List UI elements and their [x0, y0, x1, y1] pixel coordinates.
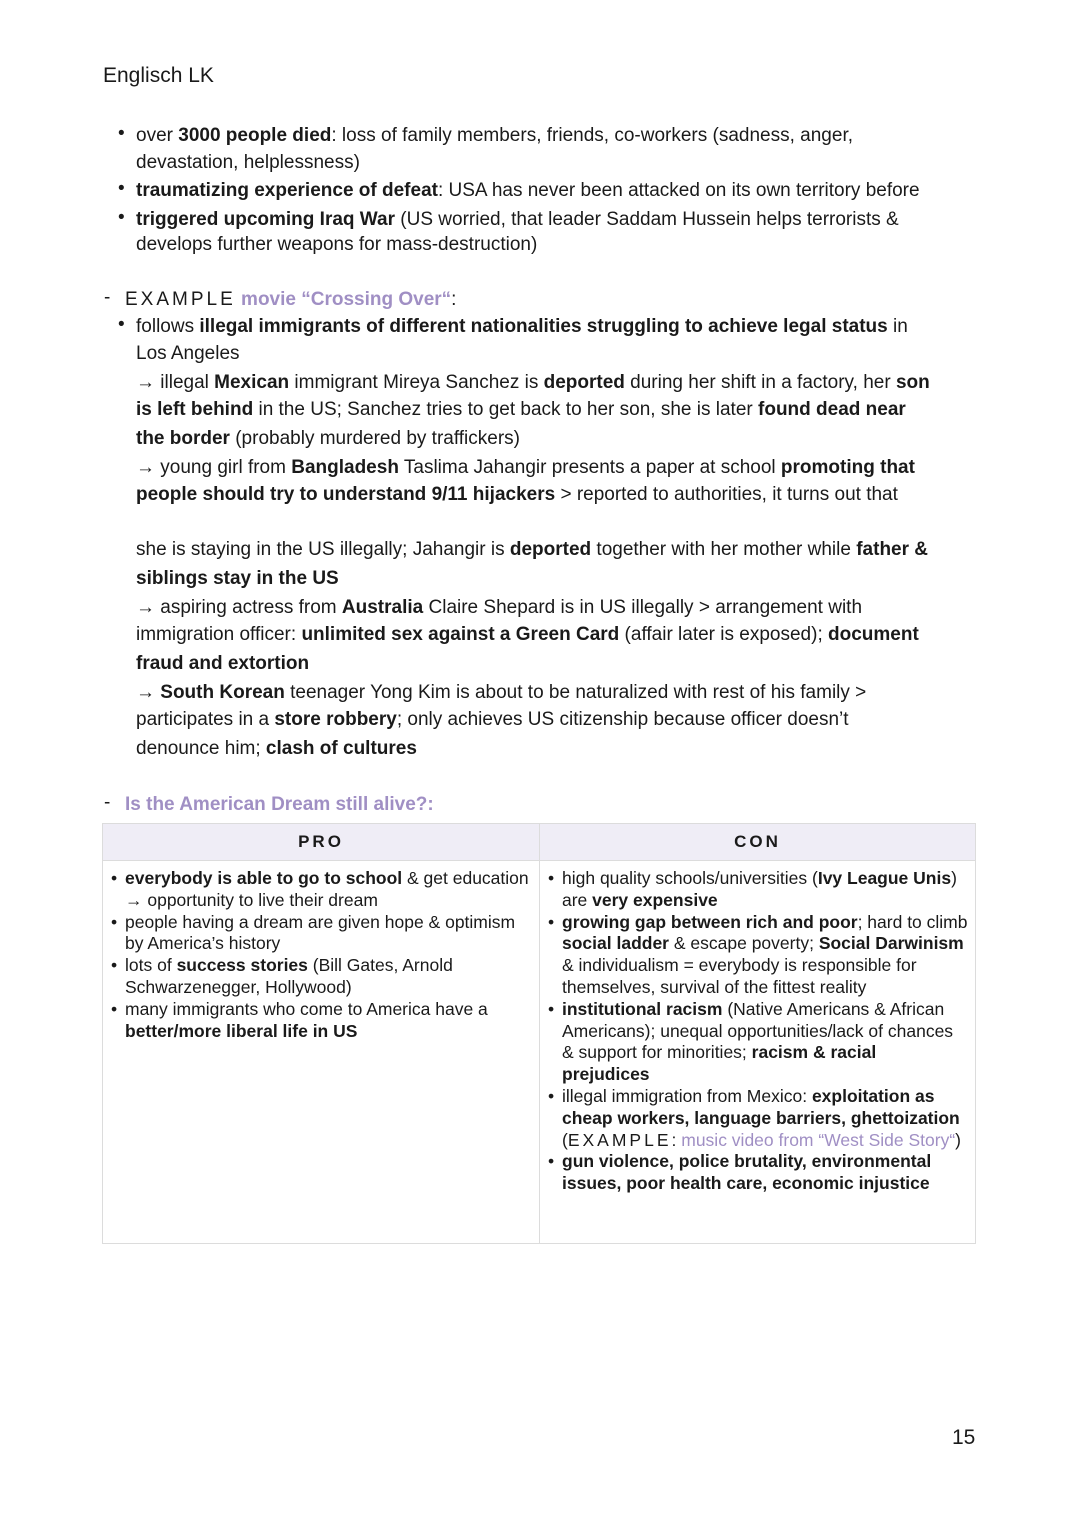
bullet-dot: •	[118, 314, 125, 335]
dash-marker: -	[104, 287, 111, 308]
list-item: over 3000 people died: loss of family members, friends, co-workers (sadness, anger,	[136, 125, 854, 146]
example-line: participates in a store robbery; only achieves US citizenship because officer doesn’t	[136, 709, 849, 730]
con-item: • growing gap between rich and poor; hard to climb social ladder & escape poverty; Social Darwinism & individualism = everybody is responsible for themselves, survival of the fittest reality	[548, 912, 968, 999]
page-header: Englisch LK	[103, 64, 214, 87]
example-line: people should try to understand 9/11 hijackers > reported to authorities, it turns out that	[136, 484, 898, 505]
pro-header: PRO	[103, 824, 539, 860]
pro-item: • people having a dream are given hope & optimism by America’s history	[111, 912, 535, 956]
example-heading: EXAMPLE movie “Crossing Over“:	[125, 289, 457, 310]
example-line: denounce him; clash of cultures	[136, 738, 417, 759]
con-item: • institutional racism (Native Americans & African Americans); unequal opportunities/lack of chances & support for minorities; racism & racial prejudices	[548, 999, 968, 1086]
example-line: → South Korean teenager Yong Kim is about to be naturalized with rest of his family >	[136, 682, 867, 703]
list-item-continued: devastation, helplessness)	[136, 152, 360, 173]
example-line: Los Angeles	[136, 343, 240, 364]
example-line: the border (probably murdered by traffickers)	[136, 428, 520, 449]
bullet-dot: •	[118, 207, 125, 228]
con-item: • gun violence, police brutality, environmental issues, poor health care, economic injustice	[548, 1151, 968, 1195]
pro-item: • many immigrants who come to America have a better/more liberal life in US	[111, 999, 535, 1043]
example-line: siblings stay in the US	[136, 568, 339, 589]
example-line: → aspiring actress from Australia Claire Shepard is in US illegally > arrangement with	[136, 597, 863, 618]
example-line: immigration officer: unlimited sex against a Green Card (affair later is exposed); document	[136, 624, 919, 645]
section-heading: Is the American Dream still alive?:	[125, 794, 434, 815]
example-line: → young girl from Bangladesh Taslima Jahangir presents a paper at school promoting that	[136, 457, 915, 478]
page-number: 15	[952, 1426, 976, 1449]
con-header: CON	[540, 824, 975, 860]
pro-item: • lots of success stories (Bill Gates, Arnold Schwarzenegger, Hollywood)	[111, 955, 535, 999]
dash-marker: -	[104, 792, 111, 813]
list-item: traumatizing experience of defeat: USA has never been attacked on its own territory before	[136, 180, 920, 201]
bullet-dot: •	[118, 123, 125, 144]
con-item: • high quality schools/universities (Ivy League Unis) are very expensive	[548, 868, 968, 912]
example-line: → illegal Mexican immigrant Mireya Sanchez is deported during her shift in a factory, her son	[136, 372, 930, 393]
example-line: she is staying in the US illegally; Jahangir is deported together with her mother while father &	[136, 539, 929, 560]
con-item: • illegal immigration from Mexico: exploitation as cheap workers, language barriers, ghettoization (EXAMPLE: music video from “West Side Story“)	[548, 1086, 968, 1151]
pro-item: • everybody is able to go to school & get education → opportunity to live their dream	[111, 868, 535, 912]
example-line: follows illegal immigrants of different nationalities struggling to achieve legal status in	[136, 316, 908, 337]
con-cell	[548, 868, 968, 1195]
list-item-continued: develops further weapons for mass-destruction)	[136, 234, 538, 255]
bullet-dot: •	[118, 178, 125, 199]
table-column-divider	[539, 824, 540, 1243]
list-item: triggered upcoming Iraq War (US worried, that leader Saddam Hussein helps terrorists &	[136, 209, 899, 230]
pro-cell	[111, 868, 535, 1042]
example-line: fraud and extortion	[136, 653, 310, 674]
example-line: is left behind in the US; Sanchez tries to get back to her son, she is later found dead near	[136, 399, 906, 420]
pro-con-table	[102, 823, 976, 1244]
